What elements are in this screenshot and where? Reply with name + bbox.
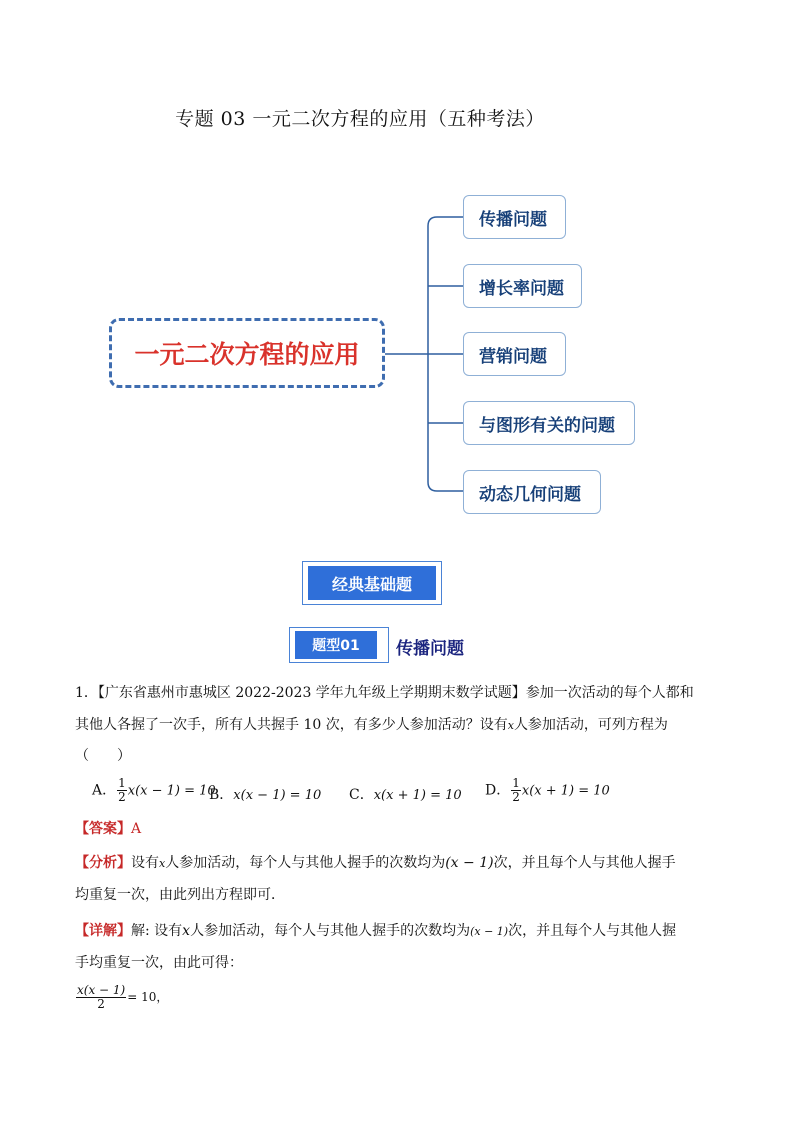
option-a-expr: x(x − 1) = 10 (127, 783, 216, 799)
banner-label: 经典基础题 (308, 566, 436, 600)
mind-map-node-dynamic-geometry: 动态几何问题 (463, 470, 601, 514)
question-line-1 (75, 684, 725, 702)
answer-label: 【答案】 (75, 821, 131, 837)
question-var-x: x (507, 719, 514, 732)
option-c-label: C． (349, 787, 374, 803)
section-banner (302, 561, 442, 605)
detail-text-a: 解: 设有 (131, 923, 183, 939)
type-tag (289, 627, 389, 663)
detail-text-d: 手均重复一次，由此可得： (75, 955, 243, 971)
mind-map-connectors (0, 0, 794, 560)
detail-label: 【详解】 (75, 923, 131, 939)
question-line-2 (75, 716, 725, 734)
option-d[interactable] (485, 777, 610, 804)
mind-map-node-marketing: 营销问题 (463, 332, 566, 376)
option-a-fraction-den: 2 (118, 790, 126, 805)
detail-eq-num: x(x − 1) (77, 983, 126, 997)
tag-label: 题型01 (295, 631, 377, 659)
answer-value: A (131, 821, 142, 837)
option-d-fraction (511, 777, 521, 804)
option-d-fraction-num: 1 (512, 776, 520, 790)
analysis-text-c: 次，并且每个人与其他人握手 (493, 855, 676, 871)
detail-text-c: 次，并且每个人与其他人握 (508, 923, 677, 939)
question-text-c: 人参加活动，可列方程为 (513, 717, 668, 733)
analysis-label: 【分析】 (75, 855, 131, 871)
detail-text-b: 人参加活动，每个人与其他人握手的次数均为 (190, 923, 471, 939)
question-paren: （ ） (75, 748, 131, 764)
mind-map-root: 一元二次方程的应用 (109, 318, 385, 388)
option-a-fraction (117, 777, 127, 804)
option-d-fraction-den: 2 (512, 790, 520, 805)
analysis-text-b: 人参加活动，每个人与其他人握手的次数均为 (165, 855, 446, 871)
question-source: 【广东省惠州市惠城区 2022-2023 学年九年级上学期期末数学试题】 (97, 685, 526, 701)
option-b[interactable] (209, 784, 321, 804)
detail-eq-rhs: = 10， (127, 990, 169, 1005)
option-a-fraction-num: 1 (118, 776, 126, 790)
mind-map-node-spread: 传播问题 (463, 195, 566, 239)
detail-equation-fraction (76, 984, 126, 1011)
analysis-var-x: x (159, 857, 166, 870)
question-text-a: 参加一次活动的每个人都和 (525, 685, 694, 701)
question-text-b: 其他人各握了一次手，所有人共握手 10 次，有多少人参加活动？设有 (75, 717, 508, 733)
detail-var-x: x (182, 923, 191, 939)
analysis-expr: (x − 1) (445, 855, 494, 871)
analysis-text-d: 均重复一次，由此列出方程即可． (75, 887, 285, 903)
detail-eq-den: 2 (97, 997, 105, 1012)
option-c[interactable] (349, 784, 462, 804)
page-title: 专题 03 一元二次方程的应用（五种考法） (175, 108, 545, 130)
option-c-expr: x(x + 1) = 10 (373, 788, 462, 803)
type-title: 传播问题 (396, 639, 464, 659)
detail-line-1 (75, 922, 725, 940)
mind-map-node-geometry: 与图形有关的问题 (463, 401, 635, 445)
mind-map-node-growth-rate: 增长率问题 (463, 264, 582, 308)
option-b-expr: x(x − 1) = 10 (233, 788, 322, 803)
detail-equation (75, 984, 168, 1011)
option-b-label: B． (209, 787, 234, 803)
question-number: 1． (75, 685, 98, 701)
analysis-text-a: 设有 (131, 855, 159, 871)
option-d-label: D． (485, 782, 511, 799)
option-a-label: A． (92, 782, 117, 799)
analysis-line-1 (75, 854, 725, 872)
answer-line (75, 820, 725, 838)
detail-expr: (x − 1) (470, 925, 509, 938)
option-d-expr: x(x + 1) = 10 (521, 783, 610, 799)
option-a[interactable] (92, 777, 216, 804)
